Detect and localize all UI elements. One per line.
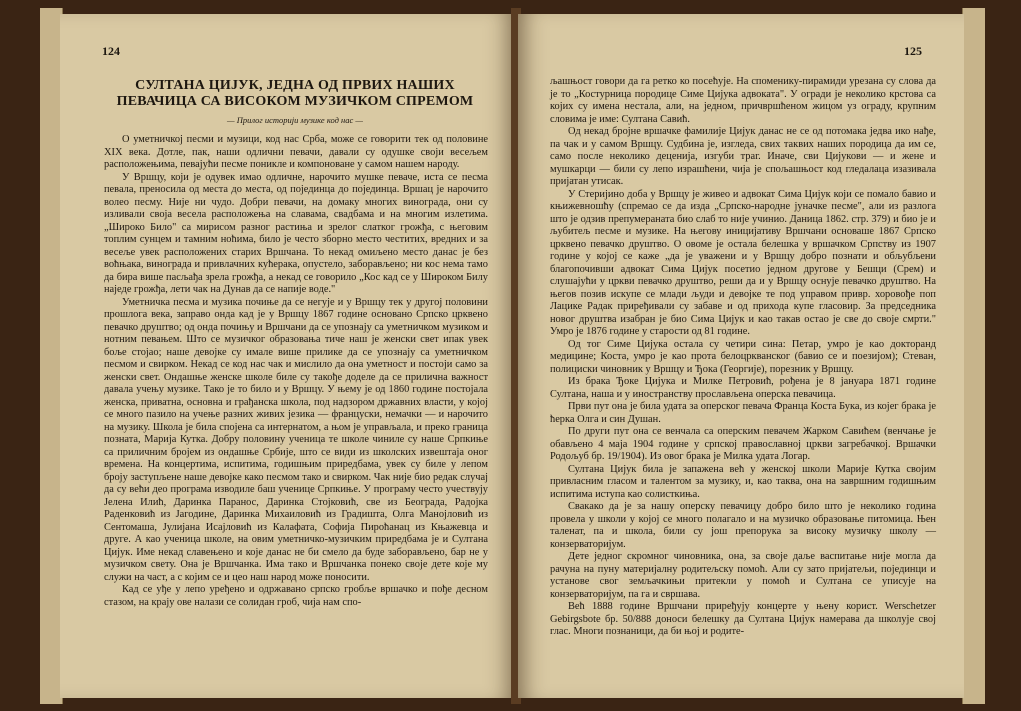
paragraph: Кад се уђе у лепо уређено и одржавано српско гробље вршачко и пође десном стазом, на крају ове налази се солидан гроб, чија нам спо- (104, 584, 488, 608)
paragraph: Од некад бројне вршачке фамилије Цијук данас не се од потомака једва ико нађе, па чак и у самом Вршцу. Судбина је, изгледа, свих таквих наших породица да им се, само после неколико деценија, изгуби траг. Иначе, сви Цијукови — и жене и мушкарци — били су лепо израшћени, чија је спољашњост код гледалаца изазивала пријатан утисак. (550, 126, 936, 187)
page-number: 125 (904, 44, 922, 58)
right-page-edge (962, 8, 985, 704)
page-number: 124 (102, 44, 120, 58)
paragraph: По други пут она се венчала са оперским певачем Жарком Савићем (венчање је обављено 4 маја 1904 године у српској православној цркви загребачкој. Вршачки Родољуб бр. 19/1904). Из овог брака је Милка удата Логар. (550, 426, 936, 462)
right-page-body (550, 76, 936, 639)
paragraph: Из брака Ђоке Цијука и Милке Петровић, рођена је 8 јануара 1871 године Султана, наша и у иностранству прослављена оперска певачица. (550, 376, 936, 400)
article-title: СУЛТАНА ЦИЈУК, ЈЕДНА ОД ПРВИХ НАШИХ ПЕВАЧИЦА СА ВИСОКОМ МУЗИЧКОМ СПРЕМОМ (116, 78, 474, 109)
right-page (518, 14, 964, 698)
paragraph: Већ 1888 године Вршчани приређују концерте у њену корист. Werschetzer Gebirgsbote бр. 50/888 доноси белешку да Султана Цијук намерава да школује свој глас. Многи познаници, да би њој и родите- (550, 601, 936, 637)
paragraph: О уметничкој песми и музици, код нас Срба, може се говорити тек од половине XIX века. Дотле, пак, наши одлични певачи, давали су одушке своји весељем расположењима, певајући песме поникле и компоноване у самом нашем народу. (104, 134, 488, 170)
paragraph: Свакако да је за нашу оперску певачицу добро било што је неколико година провела у школи у којој се много полагало и на музичко образовање питомица. Њен таленат, па и школа, били су још препорука за високу музичку школу — конзерваторијум. (550, 501, 936, 550)
paragraph: Први пут она је била удата за оперског певача Франца Коста Бука, из којег брака је ћерка Олга и син Душан. (550, 401, 936, 425)
left-page (60, 14, 514, 698)
paragraph: Дете једног скромног чиновника, она, за своје даље васпитање није могла да рачуна на пуну материјалну родитељску помоћ. Али су зато пријатељи, појединци и установе свог земљачкињи притекли у помоћ и Султана се уписује на конзерваторијум, па га и свршава. (550, 551, 936, 600)
left-page-body (104, 134, 488, 609)
paragraph: У Стеријино доба у Вршцу је живео и адвокат Сима Цијук који се помало бавио и књижевношћу (спремао се да изда „Српско-народне јуначке песме", али из разлога што је одзив препумераната био слаб то није учинио. Даница 1862. стр. 379) и био је и љубитељ песме и музике. На његову иницијативу Вршчани основаше 1867 Српско црквено певачко друштво. О овоме је остала белешка у вршачком Српству из 1907 године у којој се каже „да је уважени и у Вршцу добро познати и обљубљени благопочивши адвокат Сима Цијук посетио једном другове у Бешци (Срем) и слушајући у цркви певачко друштво, реши да и у Вршцу оснује певачко друштво. На његов позив искупе се млади људи и девојке те под управом привр. хоровође поп Лацике Радак приређивали су забаве и од прихода купе гласовир. За председника новог друштва изабран је био Сима Цијук и као такав остао је све до своје смрти." Умро је 1876 године у старости од 81 године. (550, 188, 936, 337)
article-subtitle: — Прилог историји музике код нас — (227, 115, 363, 125)
paragraph: Од тог Симе Цијука остала су четири сина: Петар, умро је као докторанд медицине; Коста, умро је као прота белоцркванског (бавио се и поезијом); Стеван, полициски чиновник у Вршцу и Ђока (Георгије), порезник у Вршцу. (550, 338, 936, 375)
paragraph: љашњост говори да га ретко ко посећује. На споменику-пирамиди урезана су слова да је то „Костурница породице Симе Цијука адвоката". У огради је неколико крстова са којих су имена нестала, али, на једном, причвршћеном жицом уз ограду, крупним словима је име: Султана Савић. (550, 76, 936, 125)
paragraph: У Вршцу, који је одувек имао одличне, нарочито мушке певаче, иста се песма певала, преносила од места до места, од појединца до појединца. Вршац је нарочито волео песму. Није ни чудо. Добри певачи, на домаку многих винограда, они су изливали своја весела расположења на славама, свадбама и на многим излетима. „Широко Било" са мирисом разног растиња и зрелог слатког грожђа, с његовим топлим сунцем и тамним ноћима, било је често зборно место честитих, вредних и за весеље увек расположених старих Вршчана. То некад омиљено место данас је без воћњака, винограда и привлачних кућерака, опустело, заборављено; ни кос нема тамо да бира више пасљађа зрела грожђа, а некад се говорило „Кос кад се у Широком Билу наједе грожђа, лети чак на Дунав да се напије воде." (104, 171, 488, 295)
paragraph: Уметничка песма и музика почиње да се негује и у Вршцу тек у другој половини прошлога века, заправо онда кад је у Вршцу 1867 године основано Српско црквено певачко друштво; од онда почињу и Вршчани да се упознају са уметничком музиком и нотним певањем. Што се музичког образовања тиче наш је женски свет ипак увек боље стојао; наше девојке су имале више прилике да се упознају са уметничком песмом и свирком. Некад се код нас чак и мислило да она уметност и постоји само за женски свет. Ондашње женске школе биле су такође доделе да се прилична важност давала учењу музике. Тако је то било и у Вршцу. У њему је од 1860 године постојала женска, приватна, основна и грађанска школа, под надзором државних власти, у којој се много пазило на учење разних живих језика — француски, немачки — и нарочито на музику. Школа је била спојена са интернатом, а њом је управљала, и преко граница позната, Марија Кутка. Добру половину ученица те школе чиниле су наше Српкиње са приличним бројем из ондашње Србије, што се види из школских извештаја оног времена. На концертима, испитима, годишњим приредбама, увек су биле у лепом броју заступљене наше девојке како песмом тако и свирком. Чак није био редак случај да су већи део програма изводиле баш ученице Српкиње. У програму често учествују Јелена Илић, Даринка Паранос, Даринка Стојковић, све из Београда, Радојка Раденковић из Јагодине, Даринка Михаиловић из Градишта, Олга Манојловић из Сентомаша, Јулијана Исајловић из Калафата, Софија Пироћанац из Књажевца и друге. А као ученица школе, на овим уметничко-музичким приредбама је и Султана Цијук. Име некад славењено и које данас не би смело да буде заборављено, бар не у музичком свету. Она је Вршчанка. Има тако и Вршчанка понеко своје дете које му служи на част, а с којим се и цео наш народ може поносити. (104, 296, 488, 583)
paragraph: Султана Цијук била је запажена већ у женској школи Марије Кутка својим привласним гласом и талентом за музику, и, као таква, она на завршним годишњим испитима иступа као солисткиња. (550, 463, 936, 500)
